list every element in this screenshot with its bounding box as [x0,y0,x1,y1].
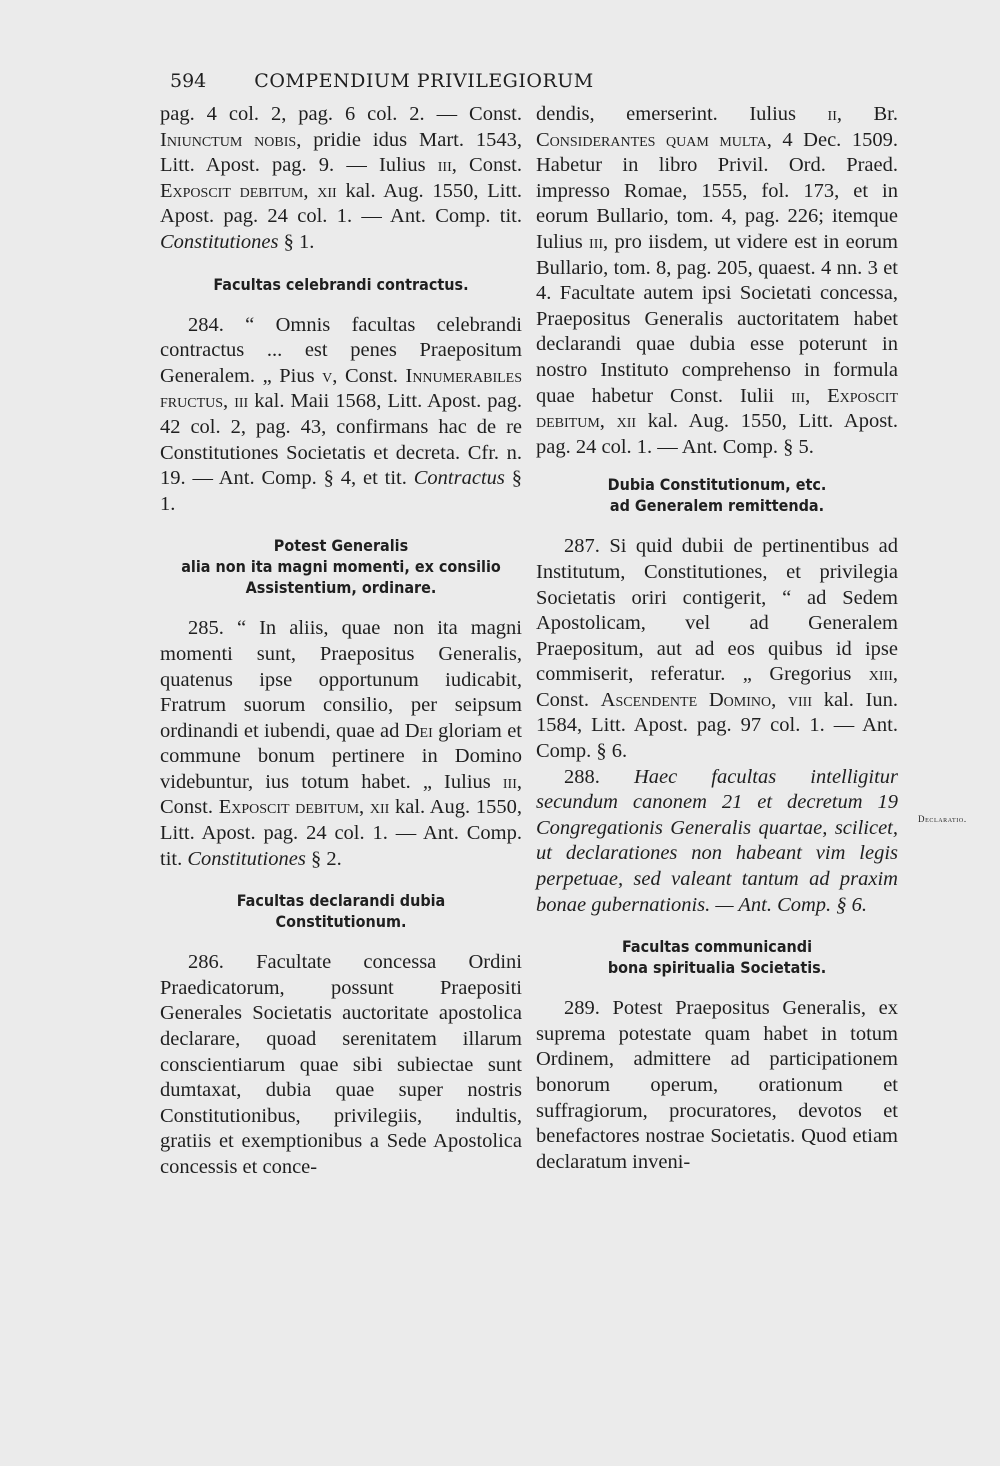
section-heading-ordinare: Potest Generalis alia non ita magni momenti, ex consilio Assistentium, ordinare. [181,536,501,598]
section-heading-contractus: Facultas celebrandi contractus. [213,274,469,294]
section-heading-declarandi: Facultas declarandi dubia Constitutionum. [236,891,446,932]
paragraph-286-continued: dendis, emerserint. Iulius ii, Br. Considerantes quam multa, 4 Dec. 1509. Habetur in libro Privil. Ord. Praed. impresso Romae, 1555, fol. 173, et in eorum Bullario, tom. 4, pag. 226; itemque Iulius iii, pro iisdem, ut videre est in eorum Bullario, tom. 8, pag. 205, quaest. 4 nn. 3 et 4. Facultate autem ipsi Societati concessa, Praepositus Generalis auctoritatem habet declarandi quae dubia esse poterunt in nostro Instituto comprehenso in formula quae habetur Const. Iulii iii, Exposcit debitum, xii kal. Aug. 1550, Litt. Apost. pag. 24 col. 1. — Ant. Comp. § 5. [536,103,898,458]
section-heading-communicandi: Facultas communicandi bona spiritualia Societatis. [607,937,827,978]
margin-note: Declaratio. [918,814,967,824]
paragraph-288: 288. Haec facultas intelligitur secundum canonem 21 et decretum 19 Congregationis Generalis quartae, scilicet, ut declarationes non habeant vim legis perpetuae, sed valeant tantum ad praxim bonae gubernationis. — Ant. Comp. § 6. [536,765,898,916]
section-heading-dubia: Dubia Constitutionum, etc. ad Generalem remittenda. [607,475,827,516]
page-number: 594 [170,70,207,92]
paragraph-289: 289. Potest Praepositus Generalis, ex suprema potestate quam habet in totum Ordinem, admittere ad participationem bonorum operum, orationum et suffragiorum, procuratores, devotos et benefactores nostrae Societatis. Quod etiam declaratum inveni- [536,997,898,1173]
paragraph-284: 284. “ Omnis facultas celebrandi contractus ... est penes Praepositum Generalem. „ Pius v, Const. Innumerabiles fructus, iii kal. Maii 1568, Litt. Apost. pag. 42 col. 2, pag. 43, confirmans hac de re Constitutiones Societatis et decreta. Cfr. n. 19. — Ant. Comp. § 4, et tit. Contractus § 1. [160,313,522,515]
right-column [536,102,898,1175]
running-head: COMPENDIUM PRIVILEGIORUM [254,70,594,92]
paragraph-285: 285. “ In aliis, quae non ita magni momenti sunt, Praepositus Generalis, quatenus ipse opportunum iudicabit, Fratrum suorum consilio, per seipsum ordinandi et iubendi, quae ad Dei gloriam et commune bonum pertinere in Domino videbuntur, ius totum habet. „ Iulius iii, Const. Exposcit debitum, xii kal. Aug. 1550, Litt. Apost. pag. 24 col. 1. — Ant. Comp. tit. Constitutiones § 2. [160,617,523,870]
paragraph-287: 287. Si quid dubii de pertinentibus ad Institutum, Constitutiones, et privilegia Societatis oriri contigerit, “ ad Sedem Apostolicam, vel ad Generalem Praepositum, aut ad eos quibus id ipse commiserit, referatur. „ Gregorius xiii, Const. Ascendente Domino, viii kal. Iun. 1584, Litt. Apost. pag. 97 col. 1. — Ant. Comp. § 6. [536,535,898,763]
paragraph-286: 286. Facultate concessa Ordini Praedicatorum, possunt Praepositi Generales Societatis auctoritate apostolica declarare, quoad serenitatem illarum conscientiarum quae sibi subiectae sunt dumtaxat, dubia quae super nostris Constitutionibus, privilegiis, indultis, gratiis et exemptionibus a Sede Apostolica concessis et conce- [160,951,522,1178]
left-column [160,102,522,1181]
page-header [158,70,690,100]
paragraph-continued: pag. 4 col. 2, pag. 6 col. 2. — Const. Iniunctum nobis, pridie idus Mart. 1543, Litt. Apost. pag. 9. — Iulius iii, Const. Exposcit debitum, xii kal. Aug. 1550, Litt. Apost. pag. 24 col. 1. — Ant. Comp. tit. Constitutiones § 1. [160,103,523,253]
